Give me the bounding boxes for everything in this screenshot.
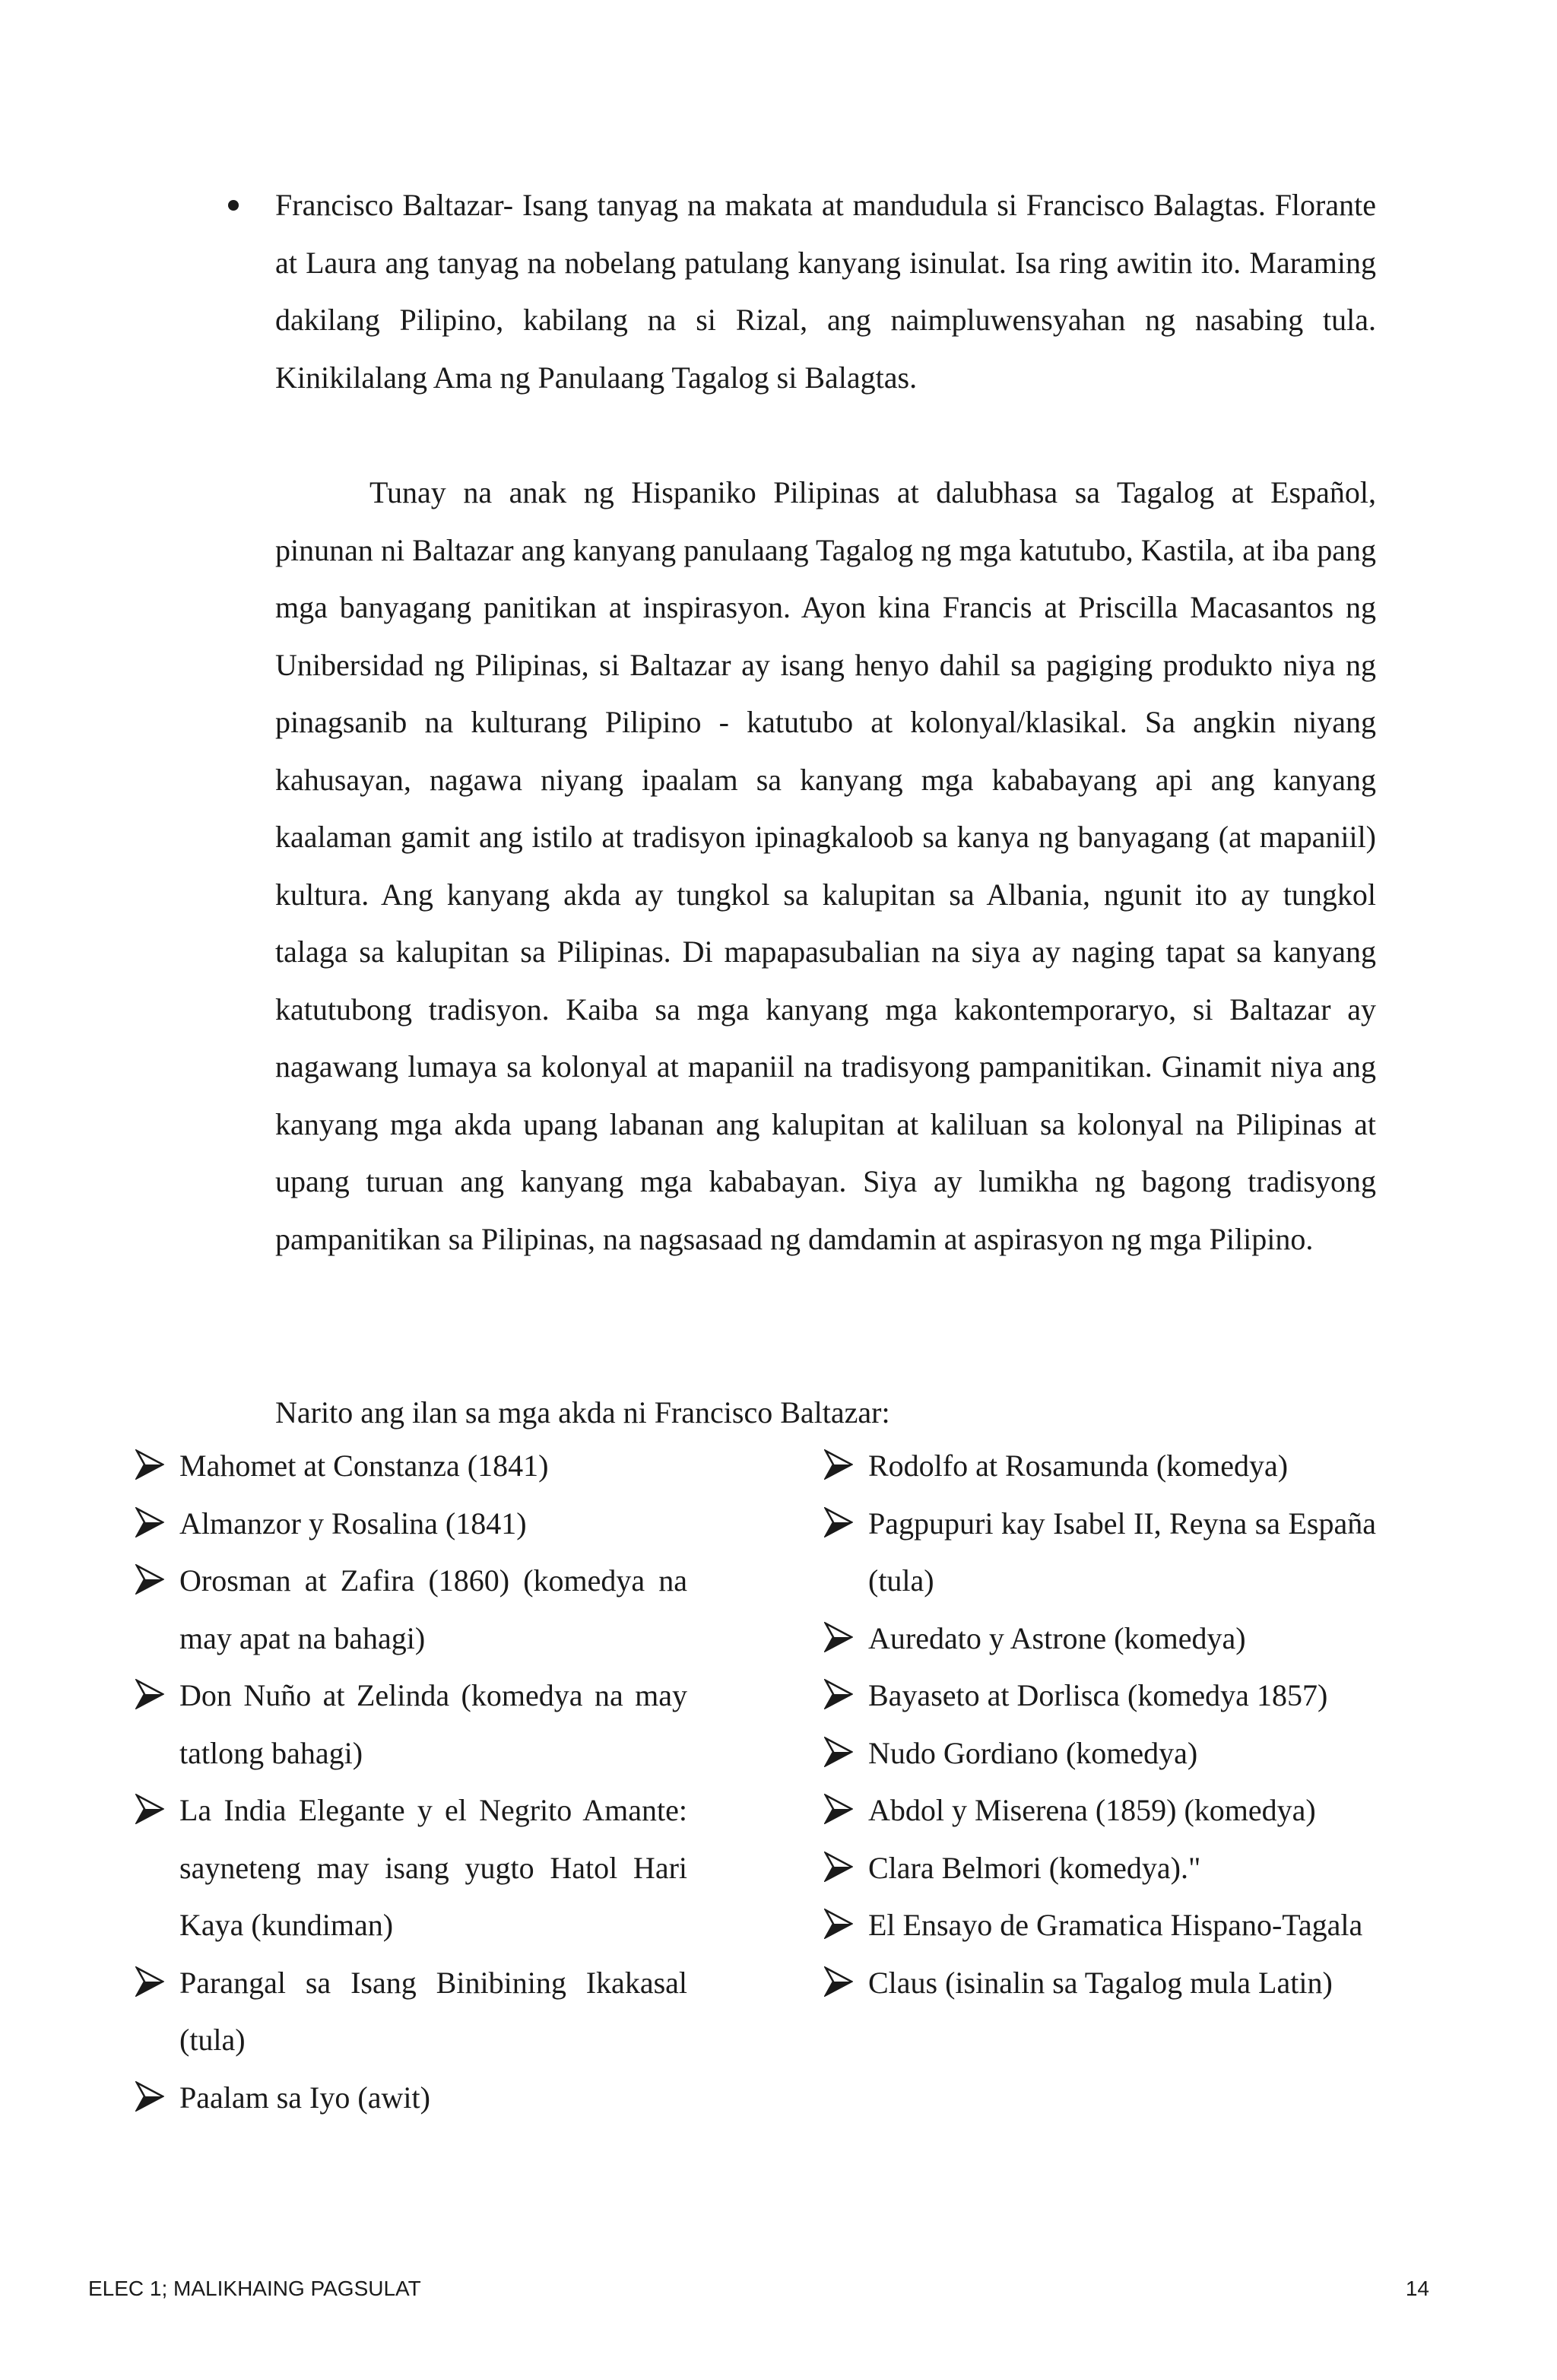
arrowhead-bullet-icon bbox=[824, 1679, 853, 1709]
list-item bbox=[824, 1725, 1376, 1782]
arrowhead-bullet-icon bbox=[135, 1564, 164, 1595]
works-list-right bbox=[824, 1437, 1376, 2011]
list-item bbox=[135, 2069, 687, 2127]
list-item bbox=[824, 1610, 1376, 1668]
arrowhead-bullet-icon bbox=[135, 1449, 164, 1480]
list-item bbox=[824, 1437, 1376, 1495]
list-item-text: Don Nuño at Zelinda (komedya na may tatlong bahagi) bbox=[179, 1678, 687, 1770]
arrowhead-bullet-icon bbox=[135, 1794, 164, 1824]
list-item bbox=[824, 1782, 1376, 1839]
list-item bbox=[824, 1954, 1376, 2012]
list-item bbox=[135, 1495, 687, 1553]
arrowhead-bullet-icon bbox=[135, 1966, 164, 1997]
arrowhead-bullet-icon bbox=[824, 1622, 853, 1652]
arrowhead-bullet-icon bbox=[135, 1679, 164, 1709]
list-item bbox=[135, 1782, 687, 1954]
arrowhead-bullet-icon bbox=[135, 1507, 164, 1537]
list-item bbox=[824, 1896, 1376, 1954]
list-item-text: La India Elegante y el Negrito Amante: sayneteng may isang yugto Hatol Hari Kaya (kundiman) bbox=[179, 1793, 687, 1942]
bullet-dot-icon bbox=[228, 200, 239, 211]
arrowhead-bullet-icon bbox=[824, 1966, 853, 1997]
list-item-text: Mahomet at Constanza (1841) bbox=[179, 1449, 549, 1483]
list-item bbox=[824, 1667, 1376, 1725]
body-paragraph: Tunay na anak ng Hispaniko Pilipinas at dalubhasa sa Tagalog at Español, pinunan ni Baltazar ang kanyang panulaang Tagalog ng mga katutubo, Kastila, at iba pang mga banyagang panitikan at inspirasyon. Ayon kina Francis at Priscilla Macasantos ng Unibersidad ng Pilipinas, si Baltazar ay isang henyo dahil sa pagiging produkto niya ng pinagsanib na kulturang Pilipino - katutubo at kolonyal/klasikal. Sa angkin niyang kahusayan, nagawa niyang ipaalam sa kanyang mga kababayang api ang kanyang kaalaman gamit ang istilo at tradisyon ipinagkaloob sa kanya ng banyagang (at mapaniil) kultura. Ang kanyang akda ay tungkol sa kalupitan sa Albania, ngunit ito ay tungkol talaga sa kalupitan sa Pilipinas. Di mapapasubalian na siya ay naging tapat sa kanyang katutubong tradisyon. Kaiba sa mga kanyang mga kakontemporaryo, si Baltazar ay nagawang lumaya sa kolonyal at mapaniil na tradisyong pampanitikan. Ginamit niya ang kanyang mga akda upang labanan ang kalupitan at kaliluan sa kolonyal na Pilipinas at upang turuan ang kanyang mga kababayan. Siya ay lumikha ng bagong tradisyong pampanitikan sa Pilipinas, na nagsasaad ng damdamin at aspirasyon ng mga Pilipino. bbox=[275, 475, 1376, 1256]
list-item-text: Claus (isinalin sa Tagalog mula Latin) bbox=[868, 1965, 1333, 2000]
list-item-text: Rodolfo at Rosamunda (komedya) bbox=[868, 1449, 1289, 1483]
list-item-text: Nudo Gordiano (komedya) bbox=[868, 1735, 1198, 1770]
arrowhead-bullet-icon bbox=[135, 2081, 164, 2112]
list-item bbox=[135, 1552, 687, 1667]
bullet-text: Francisco Baltazar- Isang tanyag na makata at mandudula si Francisco Balagtas. Florante at Laura ang tanyag na nobelang patulang kanyang isinulat. Isa ring awitin ito. Maraming dakilang Pilipino, kabilang na si Rizal, ang naimpluwensyahan ng nasabing tula. Kinikilalang Ama ng Panulaang Tagalog si Balagtas. bbox=[275, 188, 1376, 395]
list-intro: Narito ang ilan sa mga akda ni Francisco Baltazar: bbox=[275, 1395, 890, 1430]
list-item-text: Orosman at Zafira (1860) (komedya na may apat na bahagi) bbox=[179, 1563, 687, 1655]
list-item bbox=[135, 1667, 687, 1782]
arrowhead-bullet-icon bbox=[824, 1737, 853, 1767]
footer-page-number: 14 bbox=[1405, 2277, 1429, 2300]
works-list-left bbox=[135, 1437, 687, 2126]
list-item-text: Parangal sa Isang Binibining Ikakasal (tula) bbox=[179, 1965, 687, 2057]
arrowhead-bullet-icon bbox=[824, 1449, 853, 1480]
list-item bbox=[135, 1437, 687, 1495]
bullet-paragraph bbox=[275, 176, 1376, 406]
list-item-text: El Ensayo de Gramatica Hispano-Tagala bbox=[868, 1908, 1363, 1942]
list-item-text: Bayaseto at Dorlisca (komedya 1857) bbox=[868, 1678, 1328, 1712]
list-item bbox=[824, 1495, 1376, 1610]
arrowhead-bullet-icon bbox=[824, 1852, 853, 1882]
list-item-text: Almanzor y Rosalina (1841) bbox=[179, 1506, 527, 1541]
list-item-text: Auredato y Astrone (komedya) bbox=[868, 1620, 1246, 1655]
list-item bbox=[824, 1839, 1376, 1897]
list-item-text: Abdol y Miserena (1859) (komedya) bbox=[868, 1793, 1316, 1827]
footer-course: ELEC 1; MALIKHAING PAGSULAT bbox=[88, 2277, 421, 2300]
arrowhead-bullet-icon bbox=[824, 1507, 853, 1537]
list-item-text: Pagpupuri kay Isabel II, Reyna sa España (tula) bbox=[868, 1506, 1376, 1598]
list-item-text: Paalam sa Iyo (awit) bbox=[179, 2080, 430, 2115]
list-item bbox=[135, 1954, 687, 2069]
arrowhead-bullet-icon bbox=[824, 1794, 853, 1824]
arrowhead-bullet-icon bbox=[824, 1909, 853, 1939]
list-item-text: Clara Belmori (komedya)." bbox=[868, 1850, 1201, 1885]
